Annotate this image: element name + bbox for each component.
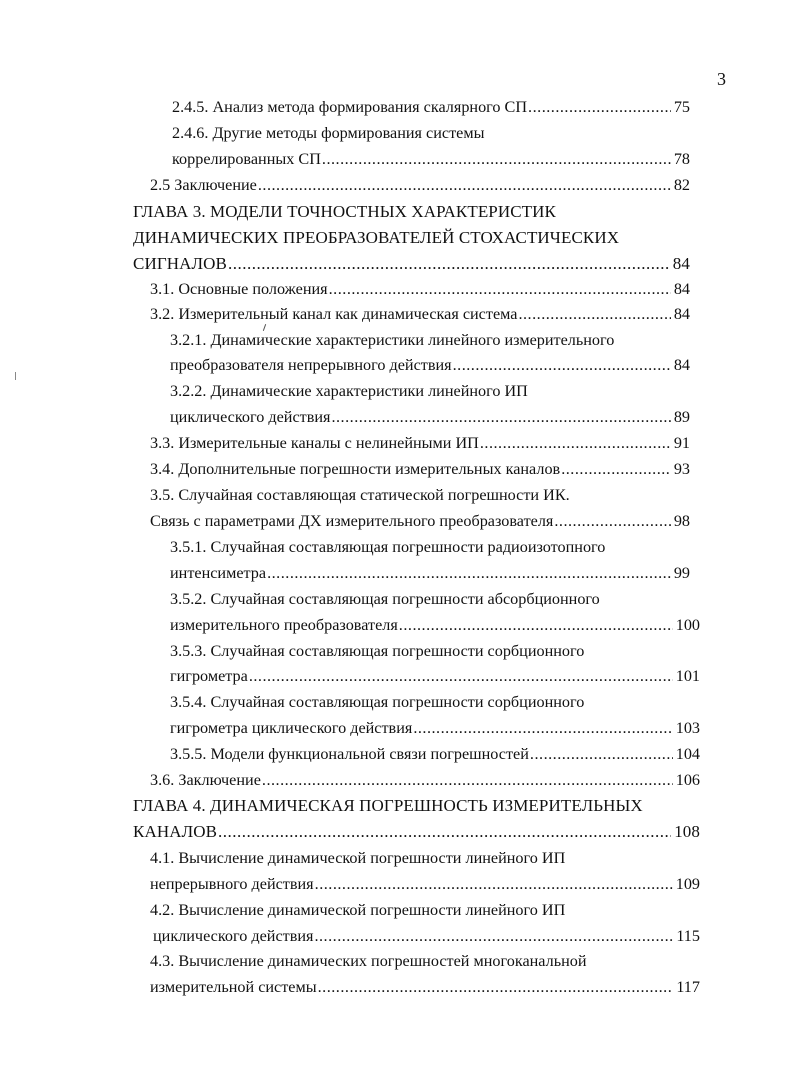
toc-entry-3-2-1-cont	[170, 354, 690, 376]
dot-leader	[262, 769, 673, 791]
toc-entry-title: 3.3. Измерительные каналы с нелинейными ИП	[150, 434, 479, 452]
toc-entry-3-6	[150, 769, 700, 791]
toc-entry-page: 89	[673, 408, 690, 426]
dot-leader	[528, 96, 671, 118]
toc-entry-title: Связь с параметрами ДХ измерительного преобразователя	[150, 512, 554, 530]
toc-entry-3-5	[150, 484, 690, 506]
toc-entry-page: 82	[673, 176, 690, 194]
toc-entry-4-3	[150, 950, 700, 972]
toc-entry-page: 99	[673, 564, 690, 582]
toc-entry-title: 4.3. Вычисление динамических погрешностей многоканальной	[150, 952, 587, 970]
toc-entry-title: 2.4.5. Анализ метода формирования скалярного СП	[172, 98, 528, 116]
toc-entry-title: СИГНАЛОВ	[133, 254, 227, 273]
toc-entry-title: 3.2.1. Динамические характеристики линейного измерительного	[170, 331, 615, 349]
toc-chapter-4-cont	[133, 821, 700, 843]
toc-chapter-3-end	[133, 253, 690, 275]
dot-leader	[413, 717, 672, 739]
toc-entry-title: 3.2. Измерительный канал как динамическая система	[150, 305, 518, 323]
toc-entry-title: 3.5.2. Случайная составляющая погрешности абсорбционного	[170, 590, 600, 608]
dot-leader	[518, 303, 670, 325]
dot-leader	[554, 510, 670, 532]
toc-entry-title: 3.1. Основные положения	[150, 280, 328, 298]
dot-leader	[480, 432, 671, 454]
dot-leader	[453, 354, 671, 376]
dot-leader	[249, 665, 673, 687]
toc-entry-3-5-1	[170, 536, 690, 558]
toc-entry-title: 2.5 Заключение	[150, 176, 257, 194]
toc-entry-title: 4.1. Вычисление динамической погрешности линейного ИП	[150, 849, 566, 867]
toc-entry-title: непрерывного действия	[150, 875, 314, 893]
toc-entry-page: 84	[672, 254, 690, 273]
toc-entry-3-4	[150, 458, 690, 480]
toc-entry-3-1	[150, 278, 690, 300]
toc-entry-3-5-1-cont	[170, 562, 690, 584]
toc-entry-page: 104	[675, 745, 700, 763]
toc-entry-title: ГЛАВА 4. ДИНАМИЧЕСКАЯ ПОГРЕШНОСТЬ ИЗМЕРИТЕЛЬНЫХ	[133, 796, 643, 815]
toc-entry-3-5-2-cont	[170, 614, 700, 636]
toc-chapter-3	[133, 201, 690, 223]
dot-leader	[561, 458, 671, 480]
dot-leader	[331, 406, 670, 428]
dot-leader	[218, 821, 671, 843]
toc-entry-title: 3.5.1. Случайная составляющая погрешности радиоизотопного	[170, 538, 606, 556]
toc-entry-title: ГЛАВА 3. МОДЕЛИ ТОЧНОСТНЫХ ХАРАКТЕРИСТИК	[133, 202, 556, 221]
toc-entry-3-5-3	[170, 640, 698, 662]
toc-entry-page: 103	[675, 719, 700, 737]
toc-entry-3-5-2	[170, 588, 698, 610]
toc-entry-title: 3.4. Дополнительные погрешности измерительных каналов	[150, 460, 561, 478]
toc-entry-3-2-2	[170, 380, 690, 402]
toc-entry-page: 115	[676, 927, 700, 945]
toc-entry-2-4-5	[172, 96, 690, 118]
toc-entry-title: 2.4.6. Другие методы формирования системы	[172, 124, 485, 142]
toc-entry-title: 3.6. Заключение	[150, 771, 261, 789]
toc-entry-title: 3.2.2. Динамические характеристики линейного ИП	[170, 382, 528, 400]
toc-entry-title: 3.5.5. Модели функциональной связи погрешностей	[170, 745, 529, 763]
dot-leader	[315, 873, 673, 895]
toc-entry-3-2	[150, 303, 690, 325]
toc-entry-title: 3.5.4. Случайная составляющая погрешности сорбционного	[170, 693, 585, 711]
toc-entry-page: 84	[673, 356, 690, 374]
toc-entry-3-5-cont	[150, 510, 690, 532]
toc-entry-title: КАНАЛОВ	[133, 822, 218, 841]
toc-entry-4-2-cont	[153, 925, 700, 947]
toc-entry-title: коррелированных СП	[172, 150, 321, 168]
toc-entry-title: 3.5. Случайная составляющая статической погрешности ИК.	[150, 486, 570, 504]
toc-entry-3-5-3-cont	[170, 665, 700, 687]
toc-entry-3-5-4	[170, 691, 698, 713]
dot-leader	[314, 925, 673, 947]
dot-leader	[258, 174, 671, 196]
dot-leader	[267, 562, 671, 584]
dot-leader	[399, 614, 673, 636]
dot-leader	[318, 976, 674, 998]
toc-entry-page: 106	[675, 771, 700, 789]
toc-entry-title: циклического действия	[153, 927, 314, 945]
toc-entry-page: 78	[673, 150, 690, 168]
scan-artifact	[15, 372, 16, 380]
dot-leader	[228, 253, 670, 275]
toc-entry-page: 84	[673, 280, 690, 298]
toc-entry-4-3-cont	[150, 976, 700, 998]
toc-entry-4-1-cont	[150, 873, 700, 895]
dot-leader	[329, 278, 671, 300]
toc-entry-title: интенсиметра	[170, 564, 267, 582]
toc-entry-page: 109	[675, 875, 700, 893]
toc-entry-title: ДИНАМИЧЕСКИХ ПРЕОБРАЗОВАТЕЛЕЙ СТОХАСТИЧЕСКИХ	[133, 228, 620, 247]
toc-chapter-3-cont	[133, 227, 690, 249]
toc-entry-page: 101	[675, 667, 700, 685]
toc-entry-page: 75	[673, 98, 690, 116]
dot-leader	[530, 743, 673, 765]
page-number: 3	[717, 69, 726, 89]
toc-entry-page: 100	[675, 616, 700, 634]
toc-entry-title: измерительного преобразователя	[170, 616, 398, 634]
toc-entry-page: 117	[676, 978, 700, 996]
toc-entry-page: 93	[673, 460, 690, 478]
toc-entry-2-4-6	[172, 122, 690, 144]
toc-entry-title: измерительной системы	[150, 978, 317, 996]
toc-entry-page: 84	[673, 305, 690, 323]
toc-entry-2-5	[150, 174, 690, 196]
toc-entry-3-3	[150, 432, 690, 454]
toc-entry-title: гигрометра	[170, 667, 248, 685]
toc-entry-4-1	[150, 847, 700, 869]
toc-entry-2-4-6-cont	[172, 148, 690, 170]
toc-entry-page: 108	[674, 822, 700, 841]
toc-entry-title: циклического действия	[170, 408, 331, 426]
toc-entry-3-2-1	[170, 329, 690, 351]
toc-entry-4-2	[150, 899, 700, 921]
toc-entry-title: 3.5.3. Случайная составляющая погрешности сорбционного	[170, 642, 585, 660]
toc-entry-page: 98	[673, 512, 690, 530]
toc-entry-3-5-4-cont	[170, 717, 700, 739]
toc-chapter-4	[133, 795, 700, 817]
dot-leader	[322, 148, 671, 170]
toc-entry-3-2-2-cont	[170, 406, 690, 428]
toc-entry-title: гигрометра циклического действия	[170, 719, 413, 737]
toc-entry-page: 91	[673, 434, 690, 452]
toc-entry-title: преобразователя непрерывного действия	[170, 356, 452, 374]
toc-entry-title: 4.2. Вычисление динамической погрешности линейного ИП	[150, 901, 566, 919]
toc-entry-3-5-5	[170, 743, 700, 765]
